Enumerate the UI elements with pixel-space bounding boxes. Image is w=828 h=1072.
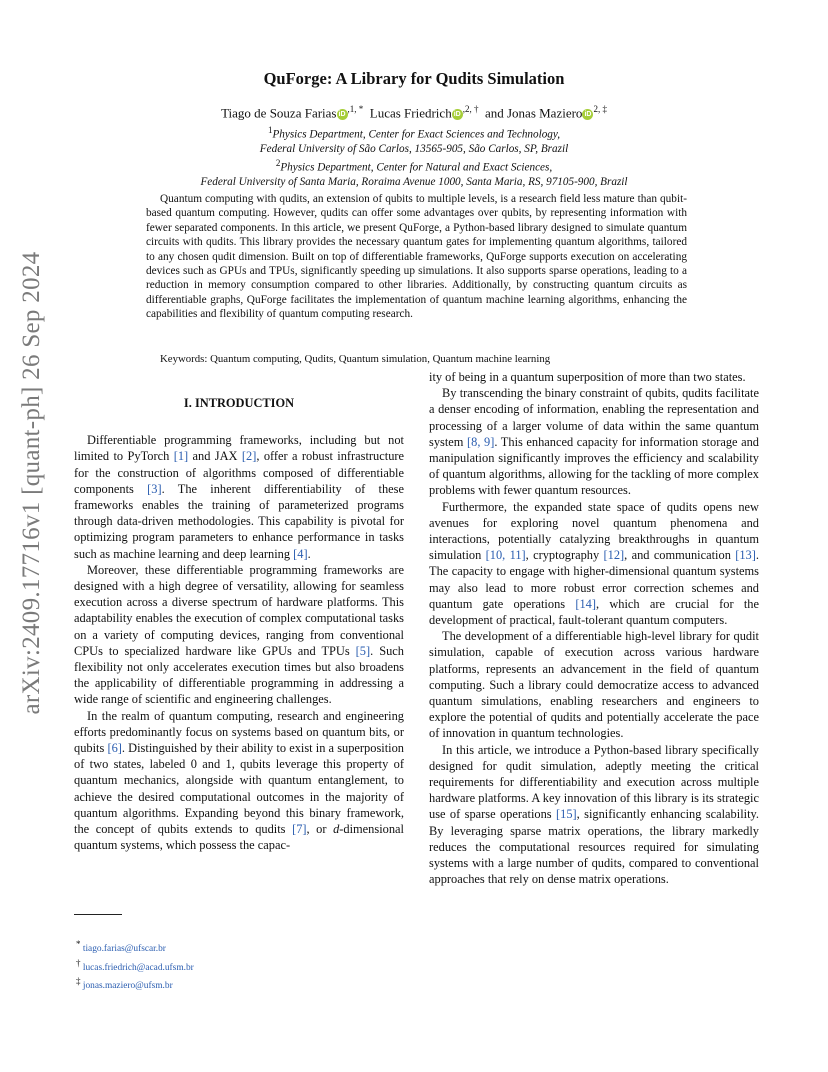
footnote — [76, 975, 194, 994]
right-column — [429, 369, 759, 888]
footnote-mark: † — [76, 957, 81, 968]
section-heading: I. INTRODUCTION — [183, 396, 295, 410]
author-name: Lucas Friedrich — [369, 105, 452, 121]
paragraph: Differentiable programming frameworks, including but not limited to PyTorch [1] and JAX [2], offer a robust infrastructure for the construction of algorithms composed of differentiable components [3]. The inherent differentiability of these frameworks enables the training of parameterized programs through data-driven methodologies. This capability is pivotal for optimizing program parameters to enhance performance in tasks such as machine learning and deep learning [4]. — [74, 433, 405, 561]
citation-link[interactable]: [4] — [293, 546, 308, 561]
left-column — [74, 395, 404, 853]
affiliation-line: Federal University of Santa Maria, Roraima Avenue 1000, Santa Maria, RS, 97105-900, Brazil — [200, 176, 628, 189]
orcid-icon[interactable]: iD — [338, 111, 346, 119]
paragraph: ity of being in a quantum superposition of more than two states. — [429, 370, 746, 384]
orcid-icon[interactable]: iD — [453, 111, 461, 119]
citation-link[interactable]: [5] — [355, 643, 371, 658]
footnote-mark: ‡ — [76, 976, 81, 987]
paragraph: In this article, we introduce a Python-based library specifically designed for qudit simulation, adeptly meeting the critical requirements for differentiability and execution across multiple hardware platforms. A key innovation of this library is its strategic use of sparse operations [15], significantly enhancing scalability. By leveraging sparse matrix operations, the library markedly reduces the computational resources required for simulating systems with a large number of qudits, compared to conventional approaches that rely on dense matrix operations. — [429, 742, 760, 887]
citation-link[interactable]: [3] — [147, 481, 162, 496]
paragraph: Moreover, these differentiable programming frameworks are designed with a high degree of versatility, allowing for seamless execution across a diverse spectrum of hardware platforms. This adaptability enables the execution of complex computational tasks on a variety of computing devices, ranging from conventional CPUs to specialized hardware like GPUs and TPUs [5]. Such flexibility not only accelerates execution times but also broadens the applicability of differentiable programming in addressing a wide range of scientific and engineering challenges. — [74, 562, 404, 707]
author-name: Jonas Maziero — [506, 105, 583, 121]
citation-link[interactable]: [12] — [603, 548, 625, 563]
affiliation-line: Federal University of São Carlos, 13565-905, São Carlos, SP, Brazil — [259, 142, 569, 155]
paper-title: QuForge: A Library for Qudits Simulation — [263, 69, 565, 88]
email-link[interactable]: jonas.maziero@ufsm.br — [82, 981, 173, 992]
citation-link[interactable]: [7] — [292, 822, 307, 837]
author-affil-mark: 2, ‡ — [593, 104, 607, 114]
footnote — [76, 957, 194, 976]
author-line — [0, 104, 828, 121]
orcid-icon[interactable]: iD — [584, 111, 592, 119]
footnote-mark: * — [76, 939, 81, 949]
affiliation-number: 2 — [275, 158, 281, 169]
paragraph: Furthermore, the expanded state space of qudits opens new avenues for exploring novel quantum phenomena and interactions, potentially catalyzing breakthroughs in quantum simulation [10, 11], cryptography [12], and communication [13]. The capacity to engage with higher-dimensional quantum systems may also lead to more robust error correction schemes and quantum gate operations [14], which are crucial for the development of practical, fault-tolerant quantum computers. — [429, 499, 759, 628]
affiliation-line — [0, 156, 828, 175]
affiliation-line — [0, 123, 828, 142]
footnotes — [76, 938, 194, 994]
affiliation-text: Physics Department, Center for Exact Sciences and Technology, — [272, 128, 561, 141]
email-link[interactable]: lucas.friedrich@acad.ufsm.br — [82, 962, 194, 973]
citation-link[interactable]: [13] — [735, 548, 756, 563]
arxiv-stamp — [8, 251, 56, 715]
author-affil-mark: ,2, † — [462, 104, 479, 114]
author-name: Tiago de Souza Farias — [221, 105, 337, 121]
affiliations — [0, 123, 828, 189]
citation-link[interactable]: [14] — [575, 596, 596, 611]
affiliation-number: 1 — [267, 125, 273, 135]
abstract: Quantum computing with qudits, an extension of qubits to multiple levels, is a research field less mature than qubit-based quantum computing. However, qudits can offer some advantages over qubits, by representing information with fewer separated components. In this article, we present QuForge, a Python-based library designed to simulate quantum circuits with qudits. This library provides the necessary quantum gates for implementing quantum algorithms, tailored to any chosen qudit dimension. Built on top of differentiable frameworks, QuForge supports execution on accelerating devices such as GPUs and TPUs, significantly speeding up simulations. It also supports sparse operations, leading to a reduction in memory consumption compared to other libraries. Additionally, by constructing quantum circuits as differentiable graphs, QuForge facilitates the implementation of quantum machine learning algorithms, enhancing the capabilities and flexibility of quantum computing research. — [146, 193, 687, 321]
citation-link[interactable]: [8, 9] — [467, 434, 495, 449]
citation-link[interactable]: [10, 11] — [485, 548, 526, 563]
keywords: Keywords: Quantum computing, Qudits, Quantum simulation, Quantum machine learning — [160, 353, 551, 365]
affiliation-text: Physics Department, Center for Natural and Exact Sciences, — [280, 161, 553, 174]
author-affil-mark: ,1, * — [347, 104, 364, 114]
citation-link[interactable]: [2] — [241, 449, 257, 464]
email-link[interactable]: tiago.farias@ufscar.br — [82, 944, 166, 955]
paragraph: In the realm of quantum computing, research and engineering efforts predominantly focus on systems based on quantum bits, or qubits [6]. Distinguished by their ability to exist in a superposition of two states, labeled 0 and 1, qubits leverage this property of quantum mechanics, alongside with quantum entanglement, to achieve the desired computational outcomes in the majority of quantum algorithms. Expanding beyond this binary framework, the concept of qubits extends to qudits [7], or d-dimensional quantum systems, which possess the capac- — [74, 708, 404, 853]
paragraph: By transcending the binary constraint of qubits, qudits facilitate a denser encoding of information, enabling the representation and processing of a larger volume of data within the same quantum system [8, 9]. This enhanced capacity for information storage and manipulation significantly improves the efficiency and scalability of quantum algorithms, allowing for the tackling of more complex problems with fewer quantum resources. — [429, 386, 759, 498]
citation-link[interactable]: [15] — [556, 807, 577, 822]
footnote — [76, 938, 194, 957]
paragraph: The development of a differentiable high-level library for qudit simulation, capable of execution across various hardware platforms, represents an advancement in the field of quantum computing. Such a library could democratize access to advanced quantum simulations, enabling researchers and engineers to explore the potential of qudits and potentially accelerate the pace of innovation in quantum technologies. — [429, 629, 759, 741]
footnote-divider — [74, 914, 122, 915]
author-conjunction: and — [484, 105, 504, 121]
arxiv-stamp-text: arXiv:2409.17716v1 [quant-ph] 26 Sep 2024 — [18, 251, 45, 715]
citation-link[interactable]: [1] — [173, 449, 189, 464]
citation-link[interactable]: [6] — [107, 741, 122, 756]
